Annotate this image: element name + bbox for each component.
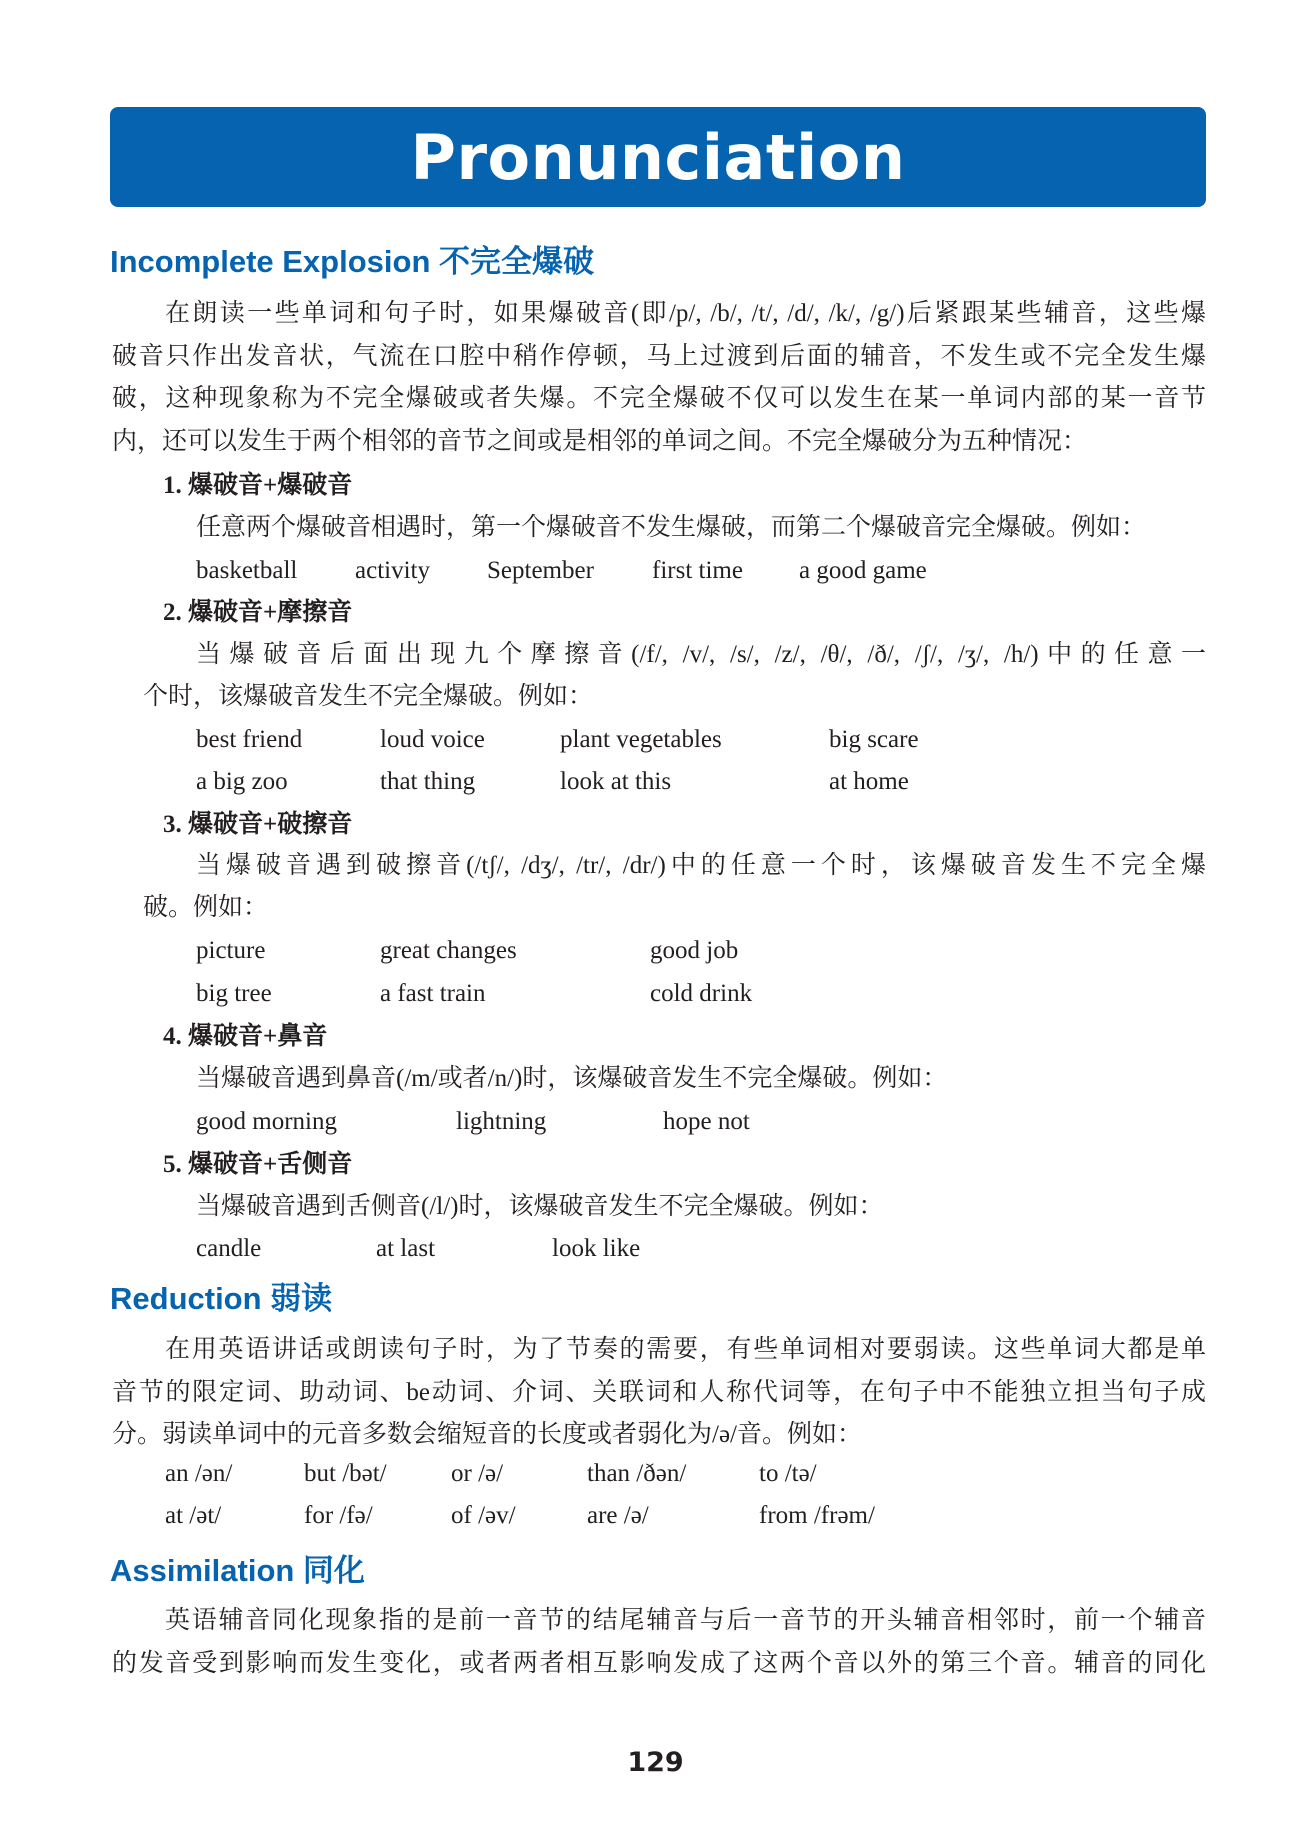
paragraph-line: 分。弱读单词中的元音多数会缩短音的长度或者弱化为/ə/音。例如： (112, 1421, 862, 1448)
paragraph-line: 破，这种现象称为不完全爆破或者失爆。不完全爆破不仅可以发生在某一单词内部的某一音节 (112, 385, 1206, 412)
example-word: great changes (380, 937, 517, 964)
title-banner (110, 107, 1206, 207)
example-word: picture (196, 937, 266, 964)
paragraph-line: 在朗读一些单词和句子时，如果爆破音(即/p/, /b/, /t/, /d/, /k/, /g/)后紧跟某些辅音，这些爆 (165, 300, 1206, 327)
example-word: to /tə/ (759, 1460, 817, 1487)
paragraph-line: 音节的限定词、助动词、be动词、介词、关联词和人称代词等，在句子中不能独立担当句子成 (112, 1378, 1206, 1406)
example-word: look like (552, 1235, 641, 1262)
example-word: good morning (196, 1108, 337, 1135)
paragraph-line: 英语辅音同化现象指的是前一音节的结尾辅音与后一音节的开头辅音相邻时，前一个辅音 (165, 1607, 1206, 1634)
rule-description: 个时，该爆破音发生不完全爆破。例如： (143, 683, 594, 710)
example-word: big scare (829, 726, 919, 753)
paragraph-line: 在用英语讲话或朗读句子时，为了节奏的需要，有些单词相对要弱读。这些单词大都是单 (165, 1336, 1206, 1363)
example-word: look at this (560, 768, 672, 795)
example-word: are /ə/ (587, 1502, 649, 1529)
example-word: lightning (456, 1108, 547, 1135)
assimilation-intro (112, 1600, 1206, 1685)
example-word: of /əv/ (451, 1502, 516, 1529)
example-word: for /fə/ (304, 1502, 373, 1529)
section-heading-incomplete-explosion: Incomplete Explosion 不完全爆破 (110, 244, 594, 279)
example-word: but /bət/ (304, 1460, 387, 1487)
rule-description: 当爆破音遇到破擦音(/tʃ/, /dʒ/, /tr/, /dr/)中的任意一个时，该爆破音发生不完全爆 (196, 852, 1206, 879)
reduction-intro (112, 1329, 1206, 1457)
example-word: at home (829, 768, 909, 795)
example-word: at last (376, 1235, 436, 1262)
rule-title: 2. 爆破音+摩擦音 (163, 599, 353, 626)
example-word: big tree (196, 980, 272, 1007)
example-word: a big zoo (196, 768, 288, 795)
example-word: September (487, 557, 594, 584)
example-word: candle (196, 1235, 262, 1262)
paragraph-line: 破音只作出发音状，气流在口腔中稍作停顿，马上过渡到后面的辅音，不发生或不完全发生爆 (112, 342, 1206, 370)
rule-title: 4. 爆破音+鼻音 (163, 1023, 328, 1050)
example-word: from /frəm/ (759, 1502, 875, 1529)
page-number: 129 (627, 1747, 684, 1778)
example-word: a fast train (380, 980, 486, 1007)
paragraph-line: 内，还可以发生于两个相邻的音节之间或是相邻的单词之间。不完全爆破分为五种情况： (112, 427, 1088, 455)
example-word: cold drink (650, 980, 753, 1007)
rule-title: 1. 爆破音+爆破音 (163, 472, 353, 499)
example-word: at /ət/ (165, 1502, 222, 1529)
example-word: plant vegetables (560, 726, 722, 753)
rule-description: 破。例如： (143, 894, 269, 921)
example-word: first time (652, 557, 743, 584)
rule-description: 任意两个爆破音相遇时，第一个爆破音不发生爆破，而第二个爆破音完全爆破。例如： (196, 514, 1147, 541)
rule-description: 当爆破音遇到鼻音(/m/或者/n/)时，该爆破音发生不完全爆破。例如： (196, 1065, 948, 1092)
example-word: an /ən/ (165, 1460, 233, 1487)
paragraph-line: 的发音受到影响而发生变化，或者两者相互影响发成了这两个音以外的第三个音。辅音的同化 (112, 1649, 1206, 1677)
example-word: than /ðən/ (587, 1460, 687, 1487)
example-word: or /ə/ (451, 1460, 504, 1487)
example-word: hope not (663, 1108, 750, 1135)
example-word: best friend (196, 726, 303, 753)
example-word: that thing (380, 768, 476, 795)
example-word: basketball (196, 557, 298, 584)
section-heading-assimilation: Assimilation 同化 (110, 1553, 365, 1588)
rule-description: 当爆破音后面出现九个摩擦音(/f/, /v/, /s/, /z/, /θ/, /ð/, /ʃ/, /ʒ/, /h/)中的任意一 (196, 641, 1206, 668)
example-word: good job (650, 937, 739, 964)
example-word: activity (355, 557, 430, 584)
example-word: a good game (799, 557, 927, 584)
rule-title: 3. 爆破音+破擦音 (163, 811, 353, 838)
rule-title: 5. 爆破音+舌侧音 (163, 1151, 353, 1178)
section-heading-reduction: Reduction 弱读 (110, 1281, 333, 1316)
page-title: Pronunciation (410, 120, 906, 194)
example-word: loud voice (380, 726, 485, 753)
explosion-intro (112, 293, 1206, 463)
rule-description: 当爆破音遇到舌侧音(/l/)时，该爆破音发生不完全爆破。例如： (196, 1193, 884, 1220)
